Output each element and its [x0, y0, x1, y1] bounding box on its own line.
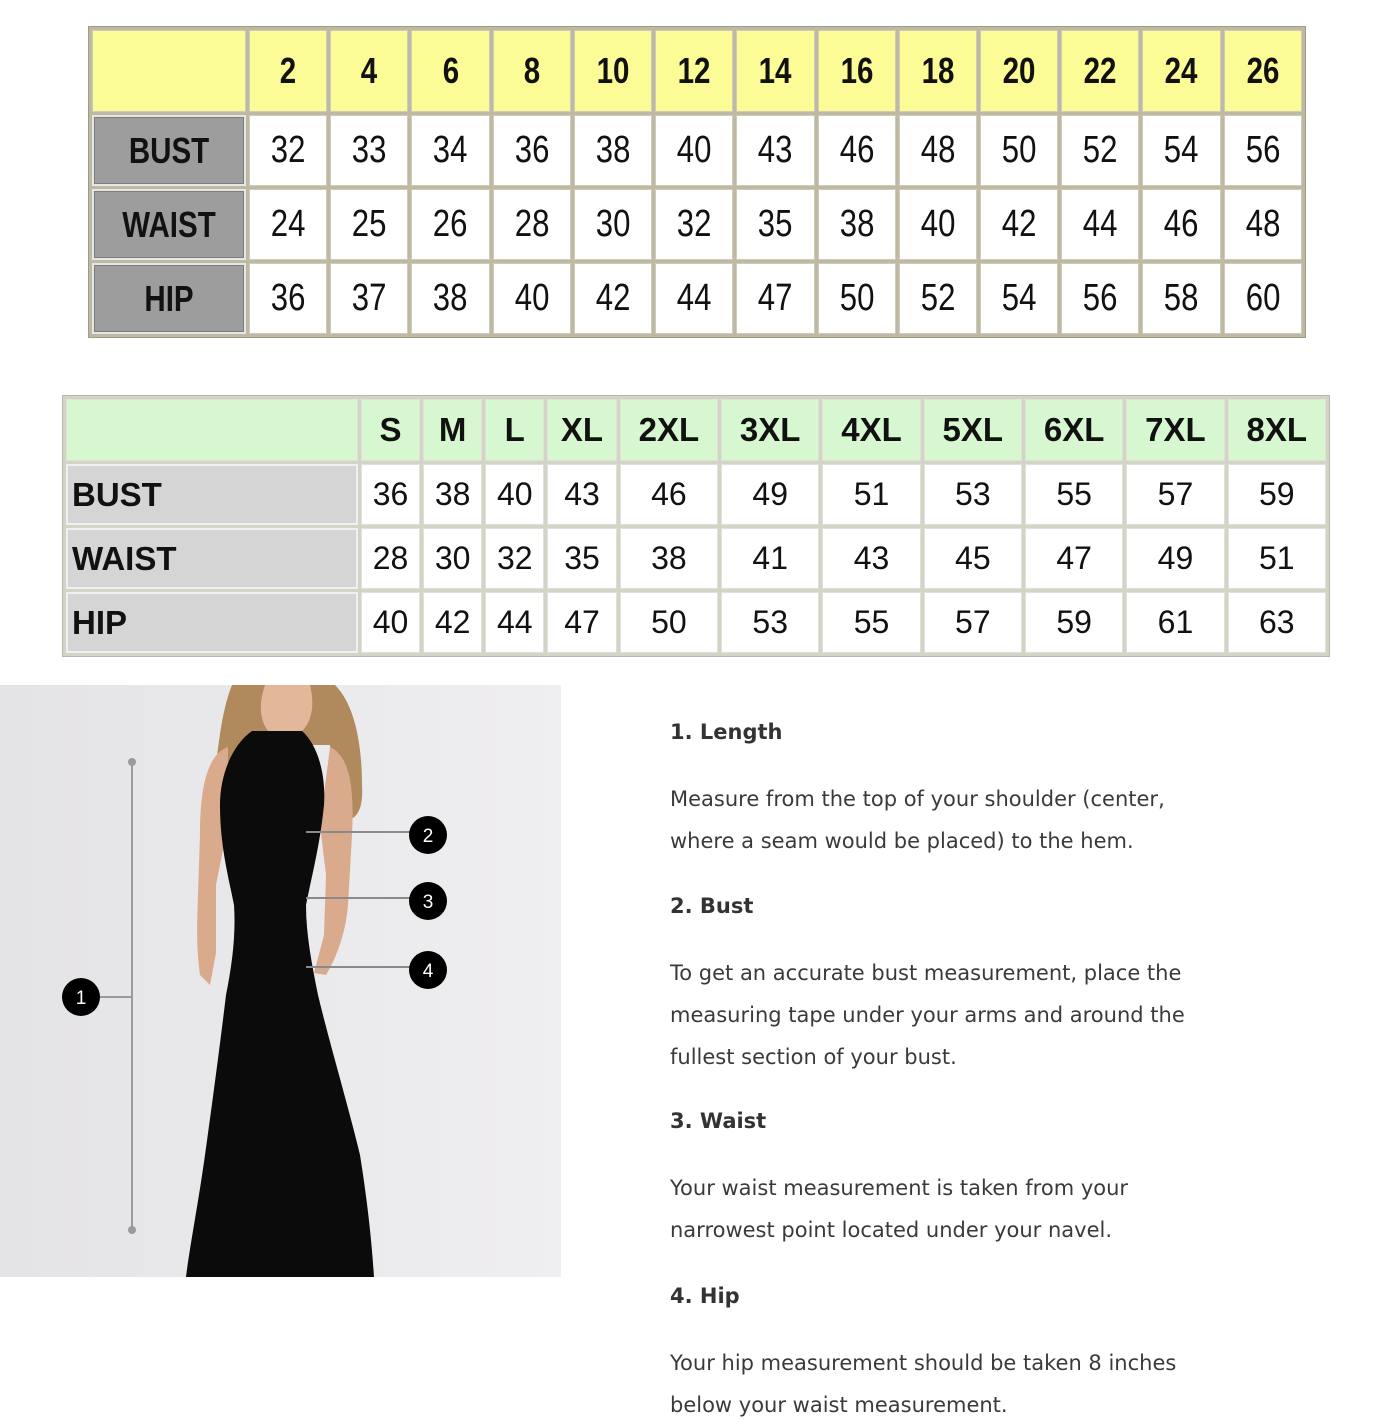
letter-size-header-row: [66, 399, 1326, 461]
table-cell: 55: [822, 592, 920, 653]
size-header: 2: [249, 30, 327, 112]
row-label-hip: HIP: [66, 592, 358, 653]
row-label-waist: WAIST: [66, 528, 358, 589]
table-cell: 33: [330, 115, 408, 186]
guide-line: measuring tape under your arms and around the: [670, 1003, 1185, 1027]
table-cell: 42: [423, 592, 482, 653]
table-cell: 48: [1224, 189, 1302, 260]
row-label-waist: WAIST: [92, 189, 246, 260]
table-cell: 40: [899, 189, 977, 260]
size-header: 24: [1142, 30, 1220, 112]
table-cell: 42: [980, 189, 1058, 260]
size-header: 14: [736, 30, 814, 112]
table-cell: 32: [655, 189, 733, 260]
model-illustration: [0, 685, 561, 1277]
table-cell: 43: [547, 464, 616, 525]
table-cell: 56: [1224, 115, 1302, 186]
table-cell: 36: [361, 464, 420, 525]
table-cell: 57: [1126, 464, 1224, 525]
table-cell: 24: [249, 189, 327, 260]
table-cell: 42: [574, 263, 652, 334]
table-cell: 51: [822, 464, 920, 525]
size-header: XL: [547, 399, 616, 461]
guide-line: To get an accurate bust measurement, place the: [670, 961, 1182, 985]
size-header: 10: [574, 30, 652, 112]
guide-bust: [670, 886, 1270, 1078]
marker-label: 4: [422, 961, 434, 982]
guide-line: where a seam would be placed) to the hem.: [670, 829, 1134, 853]
table-cell: 40: [485, 464, 544, 525]
letter-size-chart: [62, 395, 1330, 657]
guide-hip: [670, 1276, 1270, 1426]
table-cell: 28: [493, 189, 571, 260]
bust-row: [92, 115, 1302, 186]
table-cell: 36: [249, 263, 327, 334]
size-header: 20: [980, 30, 1058, 112]
table-cell: 50: [980, 115, 1058, 186]
size-header: 6XL: [1025, 399, 1123, 461]
table-cell: 57: [924, 592, 1022, 653]
table-cell: 38: [423, 464, 482, 525]
hip-row: [92, 263, 1302, 334]
table-cell: 63: [1228, 592, 1326, 653]
table-cell: 56: [1061, 263, 1139, 334]
corner-cell: [92, 30, 246, 112]
size-header: 12: [655, 30, 733, 112]
size-header: 4: [330, 30, 408, 112]
size-header: L: [485, 399, 544, 461]
guide-line: Your hip measurement should be taken 8 inches: [670, 1351, 1177, 1375]
table-cell: 53: [924, 464, 1022, 525]
size-header: 8XL: [1228, 399, 1326, 461]
table-cell: 32: [485, 528, 544, 589]
marker-4: [409, 951, 447, 989]
table-cell: 38: [574, 115, 652, 186]
guide-title: 4. Hip: [670, 1284, 740, 1308]
table-cell: 48: [899, 115, 977, 186]
table-cell: 53: [721, 592, 819, 653]
size-header: 2XL: [620, 399, 718, 461]
guide-line: Your waist measurement is taken from your: [670, 1176, 1129, 1200]
table-cell: 44: [1061, 189, 1139, 260]
size-header: M: [423, 399, 482, 461]
table-cell: 26: [411, 189, 489, 260]
table-cell: 46: [818, 115, 896, 186]
guide-title: 1. Length: [670, 720, 783, 744]
guide-title: 2. Bust: [670, 894, 754, 918]
table-cell: 43: [736, 115, 814, 186]
table-cell: 37: [330, 263, 408, 334]
marker-3: [409, 882, 447, 920]
table-cell: 41: [721, 528, 819, 589]
guide-line: Measure from the top of your shoulder (center,: [670, 787, 1165, 811]
size-header: S: [361, 399, 420, 461]
table-cell: 61: [1126, 592, 1224, 653]
guide-line: below your waist measurement.: [670, 1393, 1008, 1417]
size-header: 16: [818, 30, 896, 112]
table-cell: 34: [411, 115, 489, 186]
table-cell: 44: [655, 263, 733, 334]
row-label-bust: BUST: [92, 115, 246, 186]
table-cell: 35: [547, 528, 616, 589]
numeric-size-header-row: [92, 30, 1302, 112]
table-cell: 45: [924, 528, 1022, 589]
size-header: 22: [1061, 30, 1139, 112]
size-header: 5XL: [924, 399, 1022, 461]
table-cell: 40: [655, 115, 733, 186]
row-label-hip: HIP: [92, 263, 246, 334]
size-header: 3XL: [721, 399, 819, 461]
guide-waist: [670, 1101, 1270, 1251]
table-cell: 54: [1142, 115, 1220, 186]
table-cell: 59: [1228, 464, 1326, 525]
table-cell: 32: [249, 115, 327, 186]
guide-length: [670, 712, 1270, 862]
measurement-figure: [0, 685, 561, 1277]
size-header: 6: [411, 30, 489, 112]
size-header: 8: [493, 30, 571, 112]
table-cell: 35: [736, 189, 814, 260]
size-header: 26: [1224, 30, 1302, 112]
marker-label: 3: [422, 892, 434, 913]
table-cell: 30: [423, 528, 482, 589]
table-cell: 59: [1025, 592, 1123, 653]
numeric-size-chart: [88, 26, 1306, 338]
table-cell: 55: [1025, 464, 1123, 525]
table-cell: 40: [493, 263, 571, 334]
table-cell: 47: [1025, 528, 1123, 589]
table-cell: 38: [620, 528, 718, 589]
guide-title: 3. Waist: [670, 1109, 767, 1133]
table-cell: 49: [1126, 528, 1224, 589]
table-cell: 50: [818, 263, 896, 334]
table-cell: 52: [899, 263, 977, 334]
table-cell: 46: [620, 464, 718, 525]
bust-row: [66, 464, 1326, 525]
size-header: 4XL: [822, 399, 920, 461]
table-cell: 58: [1142, 263, 1220, 334]
waist-row: [66, 528, 1326, 589]
marker-1: [62, 978, 100, 1016]
table-cell: 54: [980, 263, 1058, 334]
table-cell: 47: [547, 592, 616, 653]
table-cell: 46: [1142, 189, 1220, 260]
table-cell: 47: [736, 263, 814, 334]
table-cell: 49: [721, 464, 819, 525]
table-cell: 44: [485, 592, 544, 653]
table-cell: 43: [822, 528, 920, 589]
size-header: 7XL: [1126, 399, 1224, 461]
marker-label: 1: [75, 988, 87, 1009]
table-cell: 38: [818, 189, 896, 260]
table-cell: 38: [411, 263, 489, 334]
corner-cell: [66, 399, 358, 461]
table-cell: 60: [1224, 263, 1302, 334]
table-cell: 50: [620, 592, 718, 653]
table-cell: 36: [493, 115, 571, 186]
table-cell: 52: [1061, 115, 1139, 186]
table-cell: 28: [361, 528, 420, 589]
guide-line: narrowest point located under your navel.: [670, 1218, 1113, 1242]
row-label-bust: BUST: [66, 464, 358, 525]
table-cell: 25: [330, 189, 408, 260]
size-header: 18: [899, 30, 977, 112]
table-cell: 40: [361, 592, 420, 653]
marker-label: 2: [422, 826, 434, 847]
marker-2: [409, 816, 447, 854]
table-cell: 51: [1228, 528, 1326, 589]
hip-row: [66, 592, 1326, 653]
table-cell: 30: [574, 189, 652, 260]
waist-row: [92, 189, 1302, 260]
guide-line: fullest section of your bust.: [670, 1045, 957, 1069]
